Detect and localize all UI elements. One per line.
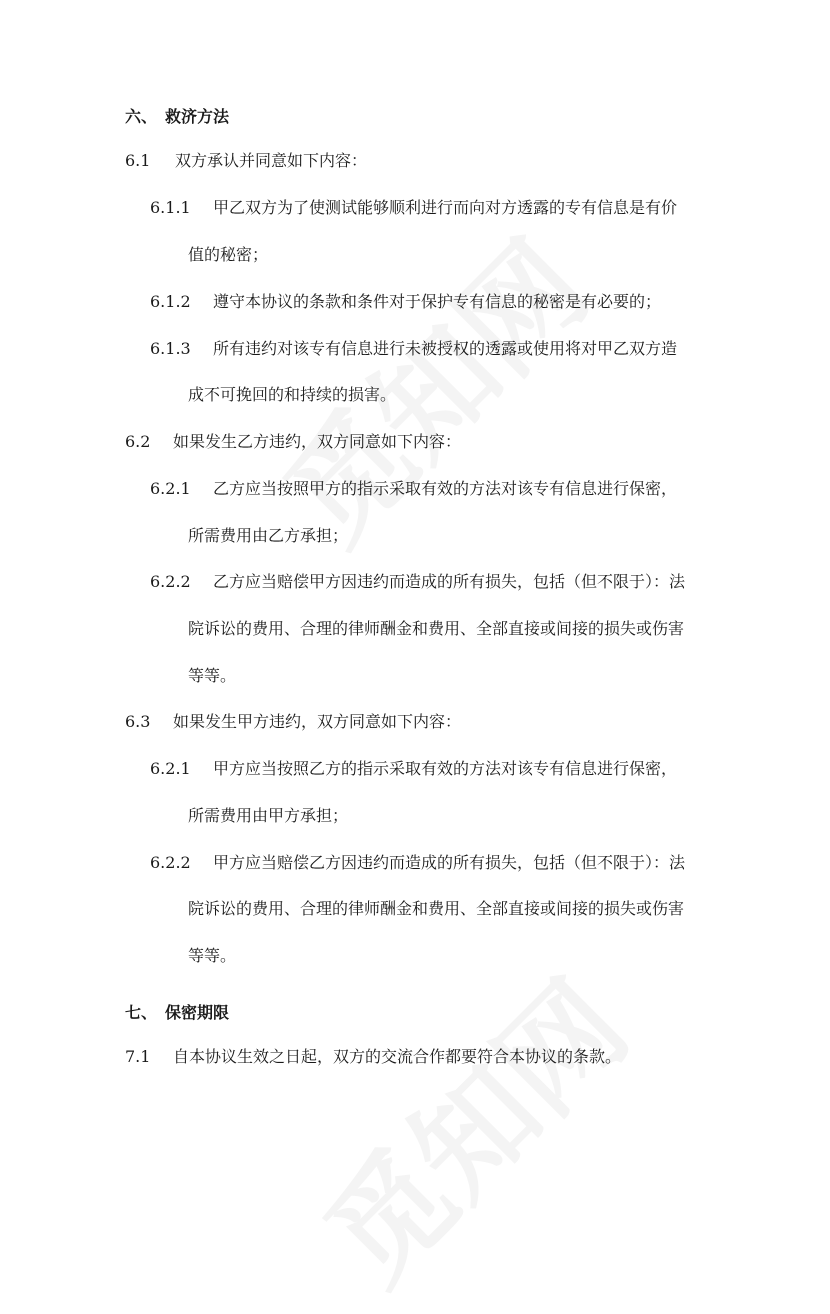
clause-number: 6.2 (125, 432, 151, 451)
clause-6-2-2-a-cont-2: 等等。 (188, 666, 237, 685)
clause-6-1-1-cont: 值的秘密； (188, 245, 269, 264)
clause-7-1 (125, 1047, 621, 1067)
clause-text: 遵守本协议的条款和条件对于保护专有信息的秘密是有必要的； (213, 292, 662, 311)
clause-number: 6.1.1 (150, 198, 191, 217)
clause-text: 双方承认并同意如下内容： (175, 151, 368, 170)
clause-text: 如果发生甲方违约，双方同意如下内容： (173, 712, 462, 731)
clause-number: 6.2.2 (150, 572, 191, 591)
clause-6-1-2 (150, 292, 661, 312)
clause-number: 7.1 (125, 1047, 151, 1066)
section-7-number: 七、 (125, 1003, 158, 1022)
clause-text: 乙方应当按照甲方的指示采取有效的方法对该专有信息进行保密， (213, 479, 678, 498)
clause-number: 6.2.1 (150, 759, 191, 778)
section-6-number: 六、 (125, 107, 158, 126)
clause-text: 甲方应当按照乙方的指示采取有效的方法对该专有信息进行保密， (213, 759, 678, 778)
clause-6-1-1 (150, 198, 677, 218)
clause-6-2-1-a (150, 479, 677, 499)
clause-number: 6.1 (125, 151, 151, 170)
clause-text: 甲方应当赔偿乙方因违约而造成的所有损失，包括（但不限于）：法 (213, 853, 686, 872)
clause-6-2-2-b-cont-2: 等等。 (188, 946, 237, 965)
clause-6-2 (125, 432, 461, 452)
clause-6-1 (125, 151, 367, 171)
clause-text: 自本协议生效之日起，双方的交流合作都要符合本协议的条款。 (173, 1047, 622, 1066)
clause-6-2-1-a-cont: 所需费用由乙方承担； (188, 526, 349, 545)
clause-6-2-2-b (150, 853, 685, 873)
clause-6-2-1-b (150, 759, 677, 779)
section-7-title: 保密期限 (165, 1003, 230, 1022)
clause-6-1-3 (150, 339, 677, 359)
clause-number: 6.1.2 (150, 292, 191, 311)
clause-text: 如果发生乙方违约，双方同意如下内容： (173, 432, 462, 451)
clause-6-2-2-a (150, 572, 685, 592)
section-6-title: 救济方法 (165, 107, 230, 126)
section-7-heading (125, 1003, 229, 1023)
clause-6-3 (125, 712, 461, 732)
section-6-heading (125, 107, 229, 127)
clause-text: 甲乙双方为了使测试能够顺利进行而向对方透露的专有信息是有价 (213, 198, 678, 217)
clause-number: 6.3 (125, 712, 151, 731)
clause-text: 乙方应当赔偿甲方因违约而造成的所有损失，包括（但不限于）：法 (213, 572, 686, 591)
clause-text: 所有违约对该专有信息进行未被授权的透露或使用将对甲乙双方造 (213, 339, 678, 358)
clause-6-2-2-a-cont: 院诉讼的费用、合理的律师酬金和费用、全部直接或间接的损失或伤害 (188, 619, 685, 638)
clause-6-2-2-b-cont: 院诉讼的费用、合理的律师酬金和费用、全部直接或间接的损失或伤害 (188, 899, 685, 918)
clause-6-2-1-b-cont: 所需费用由甲方承担； (188, 806, 349, 825)
clause-number: 6.2.1 (150, 479, 191, 498)
clause-6-1-3-cont: 成不可挽回的和持续的损害。 (188, 385, 397, 404)
clause-number: 6.2.2 (150, 853, 191, 872)
watermark-2 (282, 938, 658, 1314)
clause-number: 6.1.3 (150, 339, 191, 358)
